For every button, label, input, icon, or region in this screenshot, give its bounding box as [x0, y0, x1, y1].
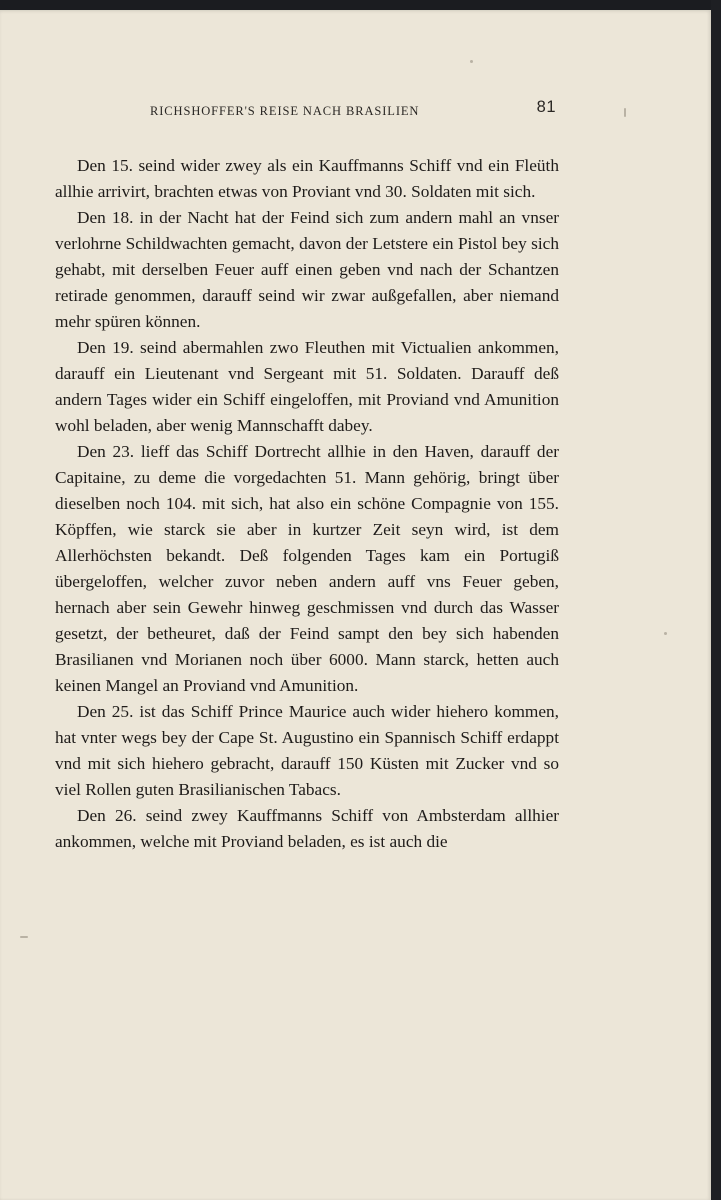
paragraph: Den 26. seind zwey Kauffmanns Schiff von Ambsterdam allhier ankommen, welche mit Proviand beladen, es ist auch die — [55, 806, 559, 851]
paragraph: Den 19. seind abermahlen zwo Fleuthen mit Victualien ankommen, darauff ein Lieutenant vnd Sergeant mit 51. Soldaten. Darauff deß andern Tages wider ein Schiff eingeloffen, mit Proviand vnd Amunition wohl beladen, aber wenig Mannschafft dabey. — [55, 338, 559, 435]
running-head: RICHSHOFFER'S REISE NACH BRASILIEN — [150, 104, 420, 118]
page-number: 81 — [536, 98, 556, 116]
paper-speck — [470, 60, 473, 63]
paper-speck — [664, 632, 667, 635]
paragraph: Den 15. seind wider zwey als ein Kauffmanns Schiff vnd ein Fleüth allhie arrivirt, brachten etwas von Proviant vnd 30. Soldaten mit sich. — [55, 156, 559, 201]
paper-mark — [624, 108, 626, 117]
scan-background-edge — [711, 0, 721, 1200]
scan-background-top — [0, 0, 721, 10]
paragraph: Den 18. in der Nacht hat der Feind sich zum andern mahl an vnser verlohrne Schildwachten gemacht, davon der Letstere ein Pistol bey sich gehabt, mit derselben Feuer auff einen geben vnd nach der Schantzen retirade genommen, darauff seind wir zwar außgefallen, aber niemand mehr spüren können. — [55, 208, 559, 331]
paragraph: Den 25. ist das Schiff Prince Maurice auch wider hiehero kommen, hat vnter wegs bey der Cape St. Augustino ein Spannisch Schiff erdappt vnd mit sich hiehero gebracht, darauff 150 Küsten mit Zucker vnd so viel Rollen guten Brasilianischen Tabacs. — [55, 702, 559, 799]
body-text — [55, 153, 559, 855]
page-header — [150, 96, 560, 126]
paper-mark — [20, 936, 28, 938]
paragraph: Den 23. lieff das Schiff Dortrecht allhie in den Haven, darauff der Capitaine, zu deme die vorgedachten 51. Mann gehörig, bringt über dieselben noch 104. mit sich, hat also ein schöne Compagnie von 155. Köpffen, wie starck sie aber in kurtzer Zeit seyn wird, ist dem Allerhöchsten bekandt. Deß folgenden Tages kam ein Portugiß übergeloffen, welcher zuvor neben andern auff vns Feuer geben, hernach aber sein Gewehr hinweg geschmissen vnd durch das Wasser gesetzt, der betheuret, daß der Feind sampt den bey sich habenden Brasilianen vnd Morianen noch über 6000. Mann starck, hetten auch keinen Mangel an Proviand vnd Amunition. — [55, 442, 559, 695]
